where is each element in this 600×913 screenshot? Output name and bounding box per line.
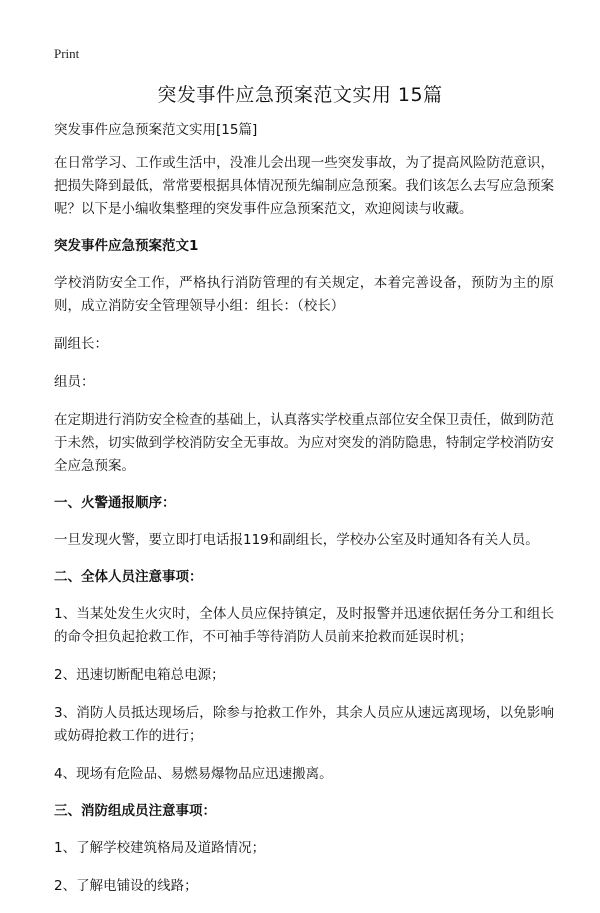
intro-paragraph: 在日常学习、工作或生活中，没准儿会出现一些突发事故，为了提高风险防范意识，把损失降到最低，常常要根据具体情况预先编制应急预案。我们该怎么去写应急预案呢？以下是小编收集整理的突发事件应急预案范文，欢迎阅读与收藏。 <box>54 155 554 217</box>
section-heading: 三、消防组成员注意事项： <box>54 803 216 819</box>
document-title: 突发事件应急预案范文实用 15篇 <box>157 84 443 106</box>
section-title: 突发事件应急预案范文1 <box>54 238 199 254</box>
print-link[interactable]: Print <box>54 46 80 61</box>
list-item: 2、迅速切断配电箱总电源； <box>54 667 225 683</box>
list-item: 1、当某处发生火灾时，全体人员应保持镇定，及时报警并迅速依据任务分工和组长的命令担负起抢救工作，不可袖手等待消防人员前来抢救而延误时机； <box>54 606 554 645</box>
paragraph: 组员： <box>54 374 95 390</box>
section-heading: 一、火警通报顺序： <box>54 495 176 511</box>
list-item: 3、消防人员抵达现场后，除参与抢救工作外，其余人员应从速远离现场，以免影响或妨碍抢救工作的进行； <box>54 705 554 744</box>
list-item: 2、了解电铺设的线路； <box>54 878 198 894</box>
paragraph: 一旦发现火警，要立即打电话报119和副组长，学校办公室及时通知各有关人员。 <box>54 532 539 548</box>
list-item: 4、现场有危险品、易燃易爆物品应迅速搬离。 <box>54 766 333 782</box>
paragraph: 在定期进行消防安全检查的基础上，认真落实学校重点部位安全保卫责任，做到防范于未然，切实做到学校消防安全无事故。为应对突发的消防隐患，特制定学校消防安全应急预案。 <box>54 412 554 474</box>
document-subtitle: 突发事件应急预案范文实用[15篇] <box>54 122 258 138</box>
paragraph: 副组长： <box>54 336 108 352</box>
paragraph: 学校消防安全工作，严格执行消防管理的有关规定，本着完善设备，预防为主的原则，成立消防安全管理领导小组：组长：（校长） <box>54 275 554 314</box>
document-body <box>54 120 554 913</box>
section-heading: 二、全体人员注意事项： <box>54 569 203 585</box>
list-item: 1、了解学校建筑格局及道路情况； <box>54 840 266 856</box>
